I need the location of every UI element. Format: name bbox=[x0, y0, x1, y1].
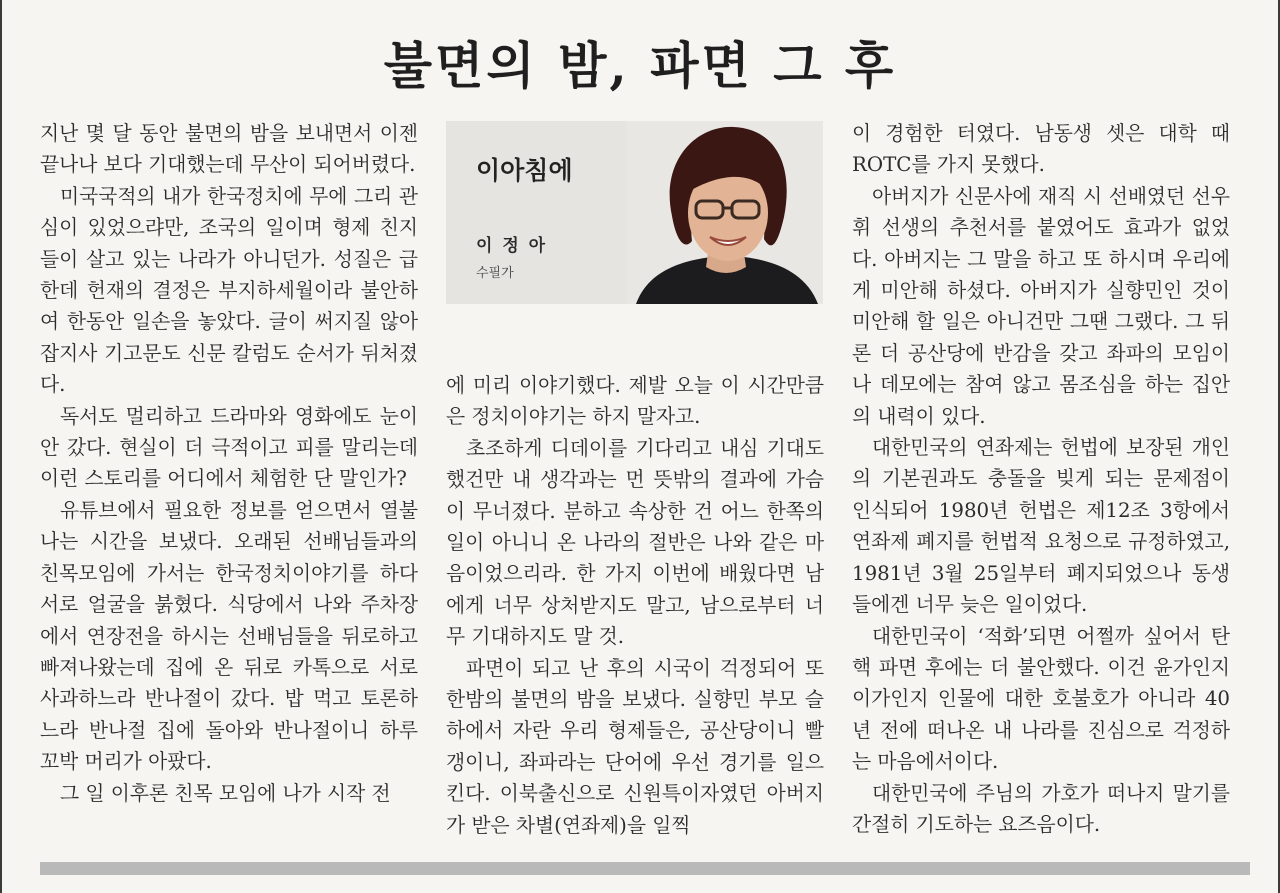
paragraph: 미국국적의 내가 한국정치에 무에 그리 관심이 있었으랴만, 조국의 일이며 형제 친지들이 살고 있는 나라가 아니던가. 성질은 급한데 헌재의 결정은 부지하세월이라 불안하여 한동안 일손을 놓았다. 글이 써지질 않아 잡지사 기고문도 신문 칼럼도 순서가 뒤처졌다. bbox=[40, 184, 418, 397]
paragraph: 대한민국의 연좌제는 헌법에 보장된 개인의 기본권과도 충돌을 빚게 되는 문제점이 인식되어 1980년 헌법은 제12조 3항에서 연좌제 폐지를 헌법적 요청으로 규정하였고, 1981년 3월 25일부터 폐지되었으나 동생들에겐 너무 늦은 일이었다. bbox=[852, 436, 1230, 617]
page-border-left bbox=[0, 0, 2, 893]
paragraph: 아버지가 신문사에 재직 시 선배였던 선우 휘 선생의 추천서를 붙였어도 효과가 없었다. 아버지는 그 말을 하고 또 하시며 우리에게 미안해 하셨다. 아버지가 실향민인 것이 미안해 할 일은 아니건만 그땐 그랬다. 그 뒤론 더 공산당에 반감을 갖고 좌파의 모임이나 데모에는 참여 않고 몸조심을 하는 집안의 내력이 있다. bbox=[852, 184, 1230, 428]
paragraph: 유튜브에서 필요한 정보를 얻으면서 열불 나는 시간을 보냈다. 오래된 선배님들과의 친목모임에 가서는 한국정치이야기를 하다 서로 얼굴을 붉혔다. 식당에서 나와 주차장에서 연장전을 하시는 선배님들을 뒤로하고 빠져나왔는데 집에 온 뒤로 카톡으로 서로 사과하느라 반나절이 갔다. 밥 먹고 토론하느라 반나절 집에 돌아와 반나절이니 하루 꼬박 머리가 아팠다. bbox=[40, 498, 418, 774]
paragraph: 에 미리 이야기했다. 제발 오늘 이 시간만큼은 정치이야기는 하지 말자고. bbox=[446, 374, 824, 429]
paragraph: 지난 몇 달 동안 불면의 밤을 보내면서 이젠 끝나나 보다 기대했는데 무산이 되어버렸다. bbox=[40, 122, 418, 177]
author-role: 수필가 bbox=[476, 266, 514, 281]
columnist-profile-box bbox=[446, 121, 823, 304]
paragraph: 독서도 멀리하고 드라마와 영화에도 눈이 안 갔다. 현실이 더 극적이고 피를 말리는데 이런 스토리를 어디에서 체험한 단 말인가? bbox=[40, 404, 418, 491]
article-headline: 불면의 밤, 파면 그 후 bbox=[383, 36, 897, 95]
paragraph: 대한민국이 ‘적화’되면 어쩔까 싶어서 탄핵 파면 후에는 더 불안했다. 이건 윤가인지 이가인지 인물에 대한 호불호가 아니라 40년 전에 떠나온 내 나라를 진심으로 걱정하는 마음에서이다. bbox=[852, 624, 1230, 774]
article-column-2 bbox=[446, 370, 824, 841]
paragraph: 파면이 되고 난 후의 시국이 걱정되어 또 한밤의 불면의 밤을 보냈다. 실향민 부모 슬하에서 자란 우리 형제들은, 공산당이니 빨갱이니, 좌파라는 단어에 우선 경기를 일으킨다. 이북출신으로 신원특이자였던 아버지가 받은 차별(연좌제)을 일찍 bbox=[446, 656, 824, 837]
author-name: 이 정 아 bbox=[476, 236, 548, 256]
article-column-1 bbox=[40, 118, 418, 809]
paragraph: 초조하게 디데이를 기다리고 내심 기대도 했건만 내 생각과는 먼 뜻밖의 결과에 가슴이 무너졌다. 분하고 속상한 건 어느 한쪽의 일이 아니니 온 나라의 절반은 나와 같은 마음이었으리라. 한 가지 이번에 배웠다면 남에게 너무 상처받지도 말고, 남으로부터 너무 기대하지도 말 것. bbox=[446, 436, 824, 649]
article-column-3 bbox=[852, 118, 1230, 840]
paragraph: 대한민국에 주님의 가호가 떠나지 말기를 간절히 기도하는 요즈음이다. bbox=[852, 781, 1230, 836]
column-name: 이아침에 bbox=[476, 156, 573, 185]
paragraph: 이 경험한 터였다. 남동생 셋은 대학 때 ROTC를 가지 못했다. bbox=[852, 122, 1230, 177]
bottom-divider bbox=[40, 862, 1250, 875]
paragraph: 그 일 이후론 친목 모임에 나가 시작 전 bbox=[60, 781, 391, 805]
author-photo bbox=[626, 121, 823, 304]
